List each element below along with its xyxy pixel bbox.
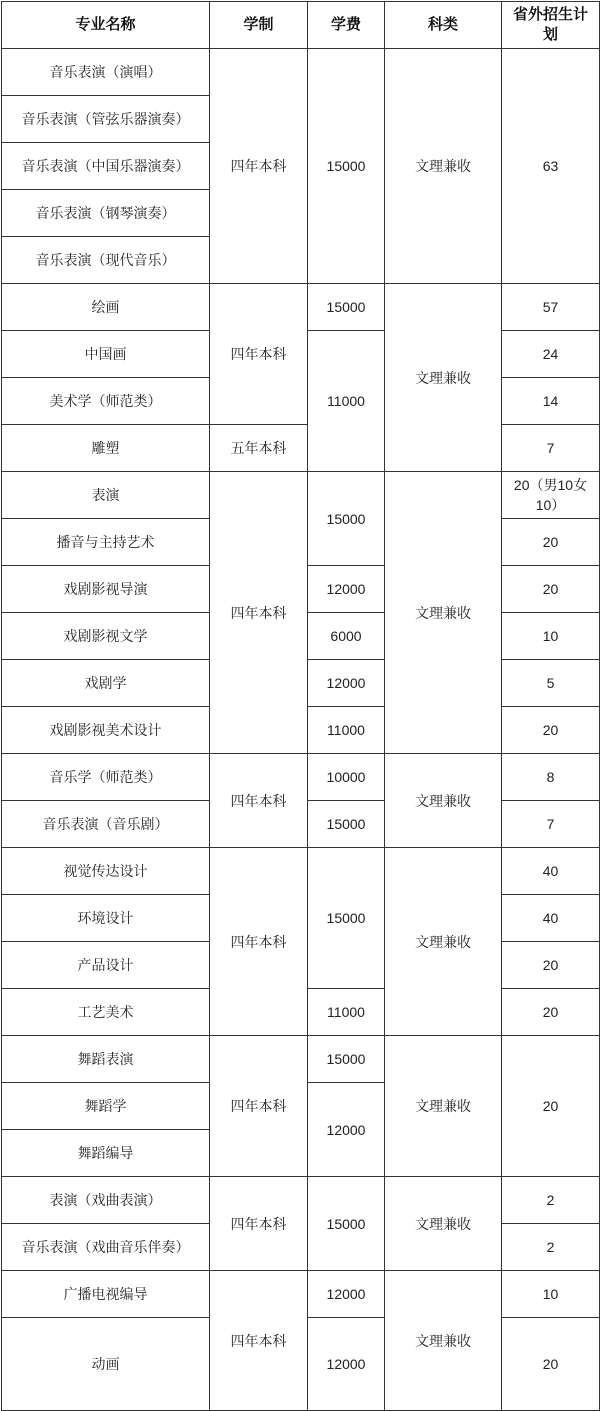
plan-cell: 63 xyxy=(502,49,600,284)
table-row xyxy=(2,1271,600,1318)
fee-cell: 15000 xyxy=(308,472,385,566)
major-cell: 戏剧影视文学 xyxy=(2,613,210,660)
duration-cell: 四年本科 xyxy=(210,1036,308,1177)
major-cell: 视觉传达设计 xyxy=(2,848,210,895)
major-cell: 绘画 xyxy=(2,284,210,331)
table-row xyxy=(2,284,600,331)
plan-cell: 20 xyxy=(502,519,600,566)
plan-cell: 10 xyxy=(502,613,600,660)
major-cell: 戏剧学 xyxy=(2,660,210,707)
major-cell: 广播电视编导 xyxy=(2,1271,210,1318)
header-major: 专业名称 xyxy=(2,2,210,49)
fee-cell: 15000 xyxy=(308,1177,385,1271)
plan-cell: 2 xyxy=(502,1177,600,1224)
duration-cell: 四年本科 xyxy=(210,754,308,848)
fee-cell: 10000 xyxy=(308,754,385,801)
major-cell: 表演（戏曲表演） xyxy=(2,1177,210,1224)
fee-cell: 12000 xyxy=(308,1318,385,1411)
plan-cell: 7 xyxy=(502,801,600,848)
plan-cell: 2 xyxy=(502,1224,600,1271)
major-cell: 戏剧影视导演 xyxy=(2,566,210,613)
table-row xyxy=(2,754,600,801)
major-cell: 播音与主持艺术 xyxy=(2,519,210,566)
header-subject: 科类 xyxy=(385,2,502,49)
fee-cell: 12000 xyxy=(308,660,385,707)
major-cell: 表演 xyxy=(2,472,210,519)
plan-cell: 20 xyxy=(502,1318,600,1411)
major-cell: 戏剧影视美术设计 xyxy=(2,707,210,754)
major-cell: 音乐表演（戏曲音乐伴奏） xyxy=(2,1224,210,1271)
major-cell: 音乐表演（演唱） xyxy=(2,49,210,96)
major-cell: 产品设计 xyxy=(2,942,210,989)
fee-cell: 15000 xyxy=(308,284,385,331)
plan-cell: 8 xyxy=(502,754,600,801)
plan-cell: 24 xyxy=(502,331,600,378)
duration-cell: 四年本科 xyxy=(210,1271,308,1411)
header-row xyxy=(2,2,600,49)
major-cell: 美术学（师范类） xyxy=(2,378,210,425)
fee-cell: 6000 xyxy=(308,613,385,660)
plan-cell: 57 xyxy=(502,284,600,331)
subject-cell: 文理兼收 xyxy=(385,49,502,284)
enrollment-plan-table xyxy=(1,1,600,1411)
plan-cell: 7 xyxy=(502,425,600,472)
major-cell: 音乐表演（钢琴演奏） xyxy=(2,190,210,237)
fee-cell: 15000 xyxy=(308,848,385,989)
subject-cell: 文理兼收 xyxy=(385,1036,502,1177)
plan-cell: 40 xyxy=(502,848,600,895)
major-cell: 舞蹈编导 xyxy=(2,1130,210,1177)
plan-cell: 20 xyxy=(502,989,600,1036)
subject-cell: 文理兼收 xyxy=(385,1177,502,1271)
duration-cell: 五年本科 xyxy=(210,425,308,472)
major-cell: 舞蹈学 xyxy=(2,1083,210,1130)
table-row xyxy=(2,425,600,472)
header-duration: 学制 xyxy=(210,2,308,49)
plan-cell: 40 xyxy=(502,895,600,942)
duration-cell: 四年本科 xyxy=(210,1177,308,1271)
plan-cell: 20 xyxy=(502,1036,600,1177)
fee-cell: 15000 xyxy=(308,1036,385,1083)
fee-cell: 11000 xyxy=(308,707,385,754)
plan-cell: 20 xyxy=(502,942,600,989)
fee-cell: 12000 xyxy=(308,1271,385,1318)
duration-cell: 四年本科 xyxy=(210,472,308,754)
plan-cell: 14 xyxy=(502,378,600,425)
duration-cell: 四年本科 xyxy=(210,49,308,284)
fee-cell: 12000 xyxy=(308,1083,385,1177)
fee-cell: 15000 xyxy=(308,801,385,848)
fee-cell: 11000 xyxy=(308,331,385,472)
subject-cell: 文理兼收 xyxy=(385,1271,502,1411)
header-fee: 学费 xyxy=(308,2,385,49)
table-row xyxy=(2,1177,600,1224)
plan-cell: 20 xyxy=(502,707,600,754)
fee-cell: 12000 xyxy=(308,566,385,613)
plan-cell: 10 xyxy=(502,1271,600,1318)
table-row xyxy=(2,49,600,96)
major-cell: 舞蹈表演 xyxy=(2,1036,210,1083)
table-row xyxy=(2,472,600,519)
major-cell: 环境设计 xyxy=(2,895,210,942)
header-plan: 省外招生计划 xyxy=(502,2,600,49)
major-cell: 音乐表演（中国乐器演奏） xyxy=(2,143,210,190)
subject-cell: 文理兼收 xyxy=(385,848,502,1036)
major-cell: 音乐表演（音乐剧） xyxy=(2,801,210,848)
major-cell: 中国画 xyxy=(2,331,210,378)
fee-cell: 11000 xyxy=(308,989,385,1036)
table-row xyxy=(2,848,600,895)
subject-cell: 文理兼收 xyxy=(385,472,502,754)
plan-cell: 20 xyxy=(502,566,600,613)
fee-cell: 15000 xyxy=(308,49,385,284)
major-cell: 工艺美术 xyxy=(2,989,210,1036)
major-cell: 音乐表演（现代音乐） xyxy=(2,237,210,284)
subject-cell: 文理兼收 xyxy=(385,284,502,472)
major-cell: 音乐学（师范类） xyxy=(2,754,210,801)
table-row xyxy=(2,1036,600,1083)
major-cell: 音乐表演（管弦乐器演奏） xyxy=(2,96,210,143)
major-cell: 动画 xyxy=(2,1318,210,1411)
duration-cell: 四年本科 xyxy=(210,848,308,1036)
plan-cell: 5 xyxy=(502,660,600,707)
duration-cell: 四年本科 xyxy=(210,284,308,425)
major-cell: 雕塑 xyxy=(2,425,210,472)
plan-cell: 20（男10女10） xyxy=(502,472,600,519)
subject-cell: 文理兼收 xyxy=(385,754,502,848)
